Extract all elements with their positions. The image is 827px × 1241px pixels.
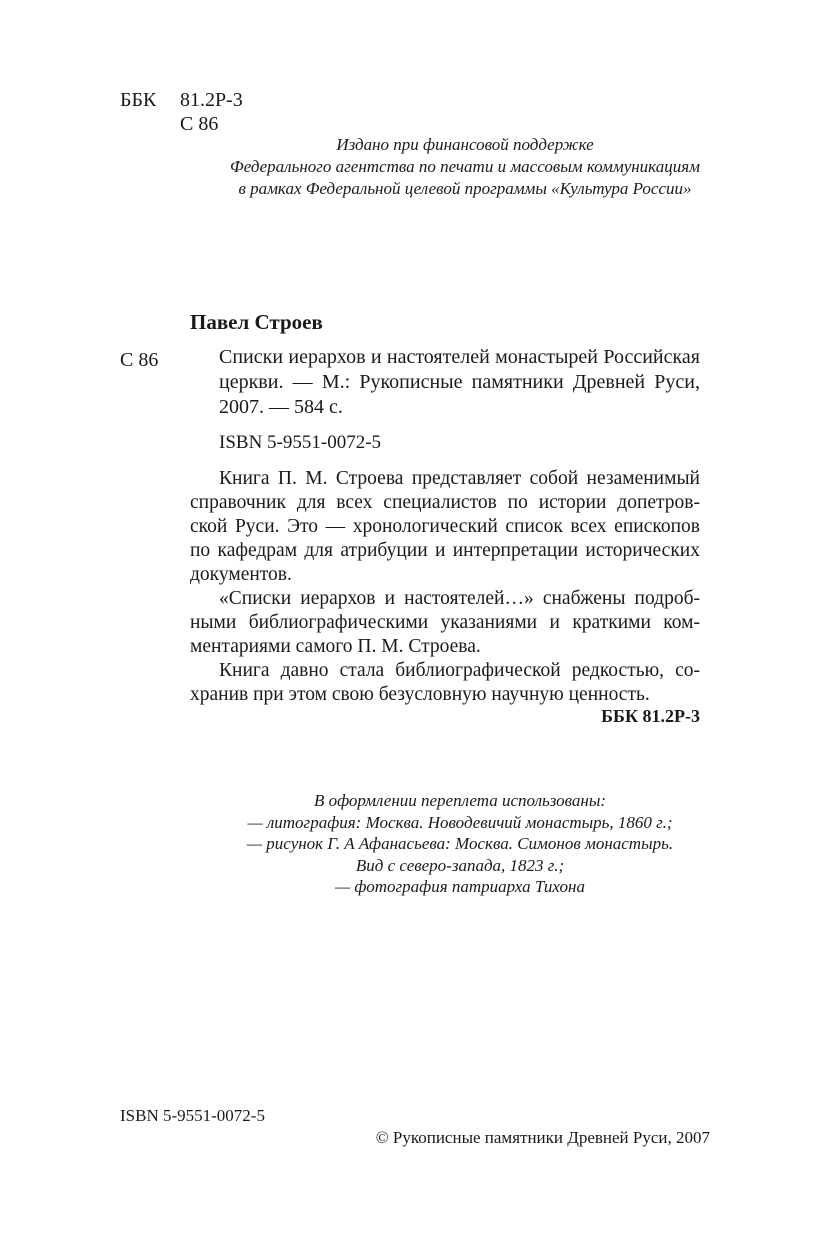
text-line: ской Руси. Это — хронологический список всех епископов	[190, 516, 700, 537]
cover-credit-line: — литография: Москва. Новодевичий монастырь, 1860 г.;	[247, 812, 673, 832]
catalog-mark: С 86	[120, 349, 159, 371]
text-line: «Списки иерархов и настоятелей…» снабжены подроб-	[219, 588, 700, 609]
bbk-classification: ББК 81.2Р-3	[601, 706, 700, 726]
abstract-paragraph-2	[190, 587, 700, 659]
author-name: Павел Строев	[190, 310, 323, 334]
cover-credit-line: В оформлении переплета использованы:	[313, 791, 607, 810]
catalog-isbn: ISBN 5-9551-0072-5	[219, 432, 382, 453]
support-notice	[150, 134, 780, 200]
text-line: Книга давно стала библиографической редкостью, со-	[219, 660, 700, 681]
support-line: в рамках Федеральной целевой программы «Культура России»	[238, 179, 692, 198]
text-line: ментариями самого П. М. Строева.	[190, 636, 481, 657]
text-line: справочник для всех специалистов по истории допетров-	[190, 492, 700, 513]
cover-credit-line: — фотография патриарха Тихона	[335, 877, 585, 896]
text-line: по кафедрам для атрибуции и интерпретации исторических	[190, 540, 700, 561]
footer-isbn: ISBN 5-9551-0072-5	[120, 1106, 265, 1125]
support-line: Федерального агентства по печати и массовым коммуникациям	[230, 157, 700, 176]
copyright-notice: © Рукописные памятники Древней Руси, 2007	[375, 1128, 710, 1147]
text-line: ными библиографическими указаниями и краткими ком-	[190, 612, 700, 633]
text-line: Книга П. М. Строева представляет собой незаменимый	[219, 468, 700, 489]
catalog-description: Списки иерархов и настоятелей монастырей Российская церкви. — М.: Рукописные памятники Древней Руси, 2007. — 584 с.	[219, 346, 700, 418]
text-line: хранив при этом свою безусловную научную ценность.	[190, 684, 650, 705]
author-mark: С 86	[180, 113, 219, 135]
bbk-code: 81.2Р-3	[180, 89, 243, 111]
abstract-paragraph-3	[190, 659, 700, 707]
support-line: Издано при финансовой поддержке	[336, 135, 594, 154]
cover-credit-line: Вид с северо-запада, 1823 г.;	[355, 855, 565, 875]
cover-credit-line: — рисунок Г. А Афанасьева: Москва. Симонов монастырь.	[246, 834, 674, 853]
text-line: документов.	[190, 564, 292, 585]
cover-design-credits	[190, 790, 730, 898]
abstract-paragraph-1	[190, 467, 700, 587]
bbk-label: ББК	[120, 89, 157, 111]
